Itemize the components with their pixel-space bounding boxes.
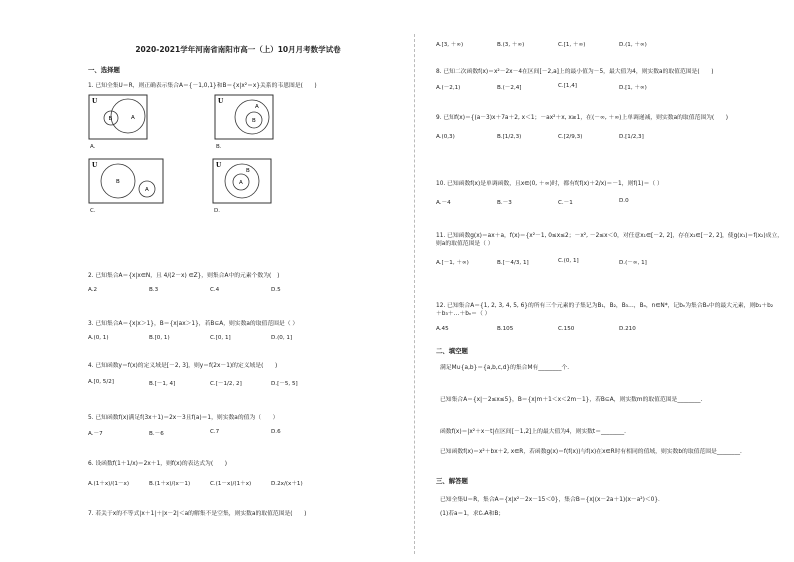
section-answer-heading: 三、解答题: [436, 477, 468, 485]
question-6-text: 6. 设函数f(1＋1/x)＝2x＋1，则f(x)的表达式为( ): [88, 461, 227, 467]
question-16: [440, 448, 770, 456]
q11-option-d[interactable]: D.(－∞, 1]: [619, 260, 647, 266]
q6-option-a[interactable]: A.(1＋x)/(1－x): [88, 481, 130, 487]
q3-option-d[interactable]: D.(0, 1]: [271, 335, 293, 341]
q2-option-c[interactable]: C.4: [210, 287, 220, 293]
question-6-options: [88, 479, 388, 487]
q10-option-a[interactable]: A.－4: [436, 200, 451, 206]
q7-option-b[interactable]: B.(3, ＋∞): [497, 42, 525, 48]
q2-option-a[interactable]: A.2: [88, 287, 98, 293]
q3-option-a[interactable]: A.(0, 1): [88, 335, 109, 341]
q5-option-b[interactable]: B.－6: [149, 431, 164, 437]
venn-diagram-d: [212, 158, 272, 206]
question-11-text: 11. 已知函数g(x)＝ax＋a，f(x)＝{x²－1, 0≤x≤2；－x², －2≤x＜0，对任意x₁∈[－2, 2]，存在x₂∈[－2, 2]，使g(x₁)＝f(x₂)成立，则a的取值范围是（ ）: [436, 233, 784, 247]
svg-text:A: A: [255, 104, 259, 110]
q4-option-c[interactable]: C.[－1/2, 2]: [210, 381, 242, 387]
question-15: [440, 428, 626, 436]
q4-option-b[interactable]: B.[－1, 4]: [149, 381, 176, 387]
exam-title: 2020-2021学年河南省南阳市高一（上）10月月考数学试卷: [135, 45, 341, 54]
q6-option-b[interactable]: B.(1＋x)/(x－1): [149, 481, 191, 487]
q8-option-b[interactable]: B.(－2,4]: [497, 85, 522, 91]
svg-text:B: B: [252, 118, 256, 124]
question-13: [440, 364, 569, 372]
venn-option-b[interactable]: [214, 94, 318, 154]
question-11-options: [436, 258, 786, 266]
question-8-options: [436, 83, 713, 91]
q11-option-c[interactable]: C.(0, 1]: [558, 258, 579, 264]
svg-text:U: U: [92, 98, 98, 105]
question-12-text: 12. 已知集合A＝{1, 2, 3, 4, 5, 6}的所有三个元素的子集记为B₁，B₂，B₃…，Bₙ，n∈N*，记bₙ为集合Bₙ中的最大元素，则b₁＋b₂＋b₃＋…＋bₙ＝（ ）: [436, 303, 774, 317]
question-15-text: 函数f(x)＝|x²＋x－t|在区间[－1,2]上的最大值为4，则实数t＝________.: [440, 429, 627, 435]
option-d-label: D.: [214, 208, 220, 214]
venn-diagram-b: [214, 94, 274, 142]
question-8-text: 8. 已知二次函数f(x)＝x²－2x－4在区间[－2,a]上的最小值为－5，最大值为4，则实数a的取值范围是( ): [436, 69, 714, 75]
question-17-text: 已知全集U＝R，集合A＝{x|x²－2x－15＜0}，集合B＝{x|(x－2a＋1)(x－a²)＜0}．: [440, 497, 664, 503]
q9-option-a[interactable]: A.(0,3): [436, 134, 455, 140]
question-12-options: [436, 326, 776, 332]
q8-option-a[interactable]: A.(－2,1): [436, 85, 461, 91]
question-1-text: 1. 已知全集U＝R，则正确表示集合A＝{－1,0,1}和B＝{x|x²＝x}关系的韦恩图是( ): [88, 83, 317, 89]
question-2-text: 2. 已知集合A＝{x|x∈N，且 4/(2－x) ∈Z}，则集合A中的元素个数为( ): [88, 273, 280, 279]
q12-option-a[interactable]: A.45: [436, 326, 449, 332]
q10-option-c[interactable]: C.－1: [558, 200, 573, 206]
venn-diagram-c: [88, 158, 164, 206]
question-14-text: 已知集合A＝{x|－2≤x≤5}，B＝{x|m＋1＜x＜2m－1}，若B⊆A，则实数m的取值范围是________.: [440, 397, 703, 403]
venn-option-c[interactable]: [88, 158, 192, 218]
question-5: [88, 414, 388, 437]
q5-option-a[interactable]: A.－7: [88, 431, 103, 437]
question-2-options: [88, 287, 388, 293]
svg-text:A: A: [239, 180, 243, 186]
q3-option-c[interactable]: C.[0, 1]: [210, 335, 231, 341]
svg-text:B: B: [108, 116, 113, 122]
question-2: [88, 272, 388, 293]
question-14: [440, 396, 702, 404]
question-4-options: [88, 379, 388, 387]
left-column: [88, 40, 388, 517]
q7-option-a[interactable]: A.[3, ＋∞): [436, 42, 464, 48]
question-16-text: 已知函数f(x)＝x²＋bx＋2, x∈R，若函数g(x)＝f(f(x))与f(x)在x∈R时有相同的值域，则实数b的取值范围是________.: [440, 449, 742, 455]
q11-option-b[interactable]: B.[－4/3, 1]: [497, 260, 529, 266]
q12-option-d[interactable]: D.210: [619, 326, 636, 332]
question-3: [88, 320, 388, 341]
question-6: [88, 460, 388, 487]
question-5-options: [88, 429, 388, 437]
question-9: [436, 114, 728, 140]
q4-option-d[interactable]: D.[－5, 5]: [271, 381, 298, 387]
q6-option-d[interactable]: D.2x/(x＋1): [271, 481, 303, 487]
svg-text:B: B: [246, 168, 250, 174]
question-10-text: 10. 已知函数f(x)是单调函数，且x∈(0, ＋∞)时，都有f(f(x)＋2/x)＝－1，则f(1)＝（ ）: [436, 181, 663, 187]
question-7: [88, 510, 388, 518]
q5-option-d[interactable]: D.6: [271, 429, 281, 435]
section-fill-heading: 二、填空题: [436, 347, 468, 355]
question-4-text: 4. 已知函数y＝f(x)的定义域是[－2, 3]，则y＝f(2x－1)的定义域是( ): [88, 363, 278, 369]
question-8: [436, 68, 713, 91]
q4-option-a[interactable]: A.[0, 5/2]: [88, 379, 114, 385]
section-answer-heading-wrap: [436, 474, 468, 493]
svg-text:U: U: [216, 162, 222, 169]
question-5-text: 5. 已知函数f(x)满足f(3x＋1)＝2x－3且f(a)＝1，则实数a的值为（ ）: [88, 415, 279, 421]
question-13-text: 满足M∪{a,b}＝{a,b,c,d}的集合M有________个.: [440, 365, 570, 371]
q12-option-c[interactable]: C.150: [558, 326, 575, 332]
question-3-text: 3. 已知集合A＝{x|x＞1}，B＝{x|ax＞1}，若B⊆A，则实数a的取值范围是（ ）: [88, 321, 299, 327]
option-b-label: B.: [216, 144, 222, 150]
question-7-text: 7. 若关于x的不等式|x＋1|＋|x－2|＜a的解集不是空集，则实数a的取值范围是( ): [88, 511, 307, 517]
question-10-options: [436, 198, 680, 206]
column-divider: [414, 34, 415, 554]
q8-option-c[interactable]: C.[1,4]: [558, 83, 577, 89]
q5-option-c[interactable]: C.7: [210, 429, 220, 435]
question-9-text: 9. 已知f(x)＝{(a－3)x＋7a＋2, x＜1；－ax²＋x, x≥1，在(－∞, ＋∞)上单调递减，则实数a的取值范围为( ): [436, 115, 729, 121]
q7-option-d[interactable]: D.(1, ＋∞): [619, 42, 647, 48]
q2-option-d[interactable]: D.5: [271, 287, 281, 293]
question-7-options-continued: [436, 40, 680, 48]
svg-text:B: B: [116, 179, 120, 185]
q9-option-c[interactable]: C.[2/9,3): [558, 134, 583, 140]
question-11: [436, 232, 786, 266]
q3-option-b[interactable]: B.[0, 1): [149, 335, 170, 341]
q6-option-c[interactable]: C.(1－x)/(1＋x): [210, 481, 252, 487]
section-fill-heading-wrap: [436, 344, 468, 363]
q10-option-b[interactable]: B.－3: [497, 200, 512, 206]
q11-option-a[interactable]: A.[－1, ＋∞): [436, 260, 469, 266]
option-c-label: C.: [90, 208, 96, 214]
section-choice-heading: 一、选择题: [88, 66, 120, 74]
question-9-options: [436, 134, 728, 140]
q9-option-b[interactable]: B.[1/2,3): [497, 134, 522, 140]
q12-option-b[interactable]: B.105: [497, 326, 514, 332]
q7-option-c[interactable]: C.[1, ＋∞): [558, 42, 586, 48]
question-17: [440, 496, 664, 518]
svg-text:A: A: [131, 115, 135, 121]
q10-option-d[interactable]: D.0: [619, 198, 629, 204]
svg-text:U: U: [218, 98, 224, 105]
svg-text:A: A: [145, 187, 149, 193]
option-a-label: A.: [90, 144, 96, 150]
question-12: [436, 302, 776, 332]
question-1: [88, 82, 388, 218]
q8-option-d[interactable]: D.[1, ＋∞): [619, 85, 647, 91]
question-10: [436, 180, 680, 206]
question-3-options: [88, 335, 388, 341]
question-17-sub-1: (1)若a＝1，求∁ᵤA和B；: [440, 511, 505, 517]
question-4: [88, 362, 388, 387]
venn-option-a[interactable]: [88, 94, 192, 154]
venn-option-d[interactable]: [212, 158, 316, 218]
q9-option-d[interactable]: D.[1/2,3]: [619, 134, 644, 140]
svg-text:U: U: [92, 162, 98, 169]
q2-option-b[interactable]: B.3: [149, 287, 159, 293]
venn-diagram-a: [88, 94, 148, 142]
